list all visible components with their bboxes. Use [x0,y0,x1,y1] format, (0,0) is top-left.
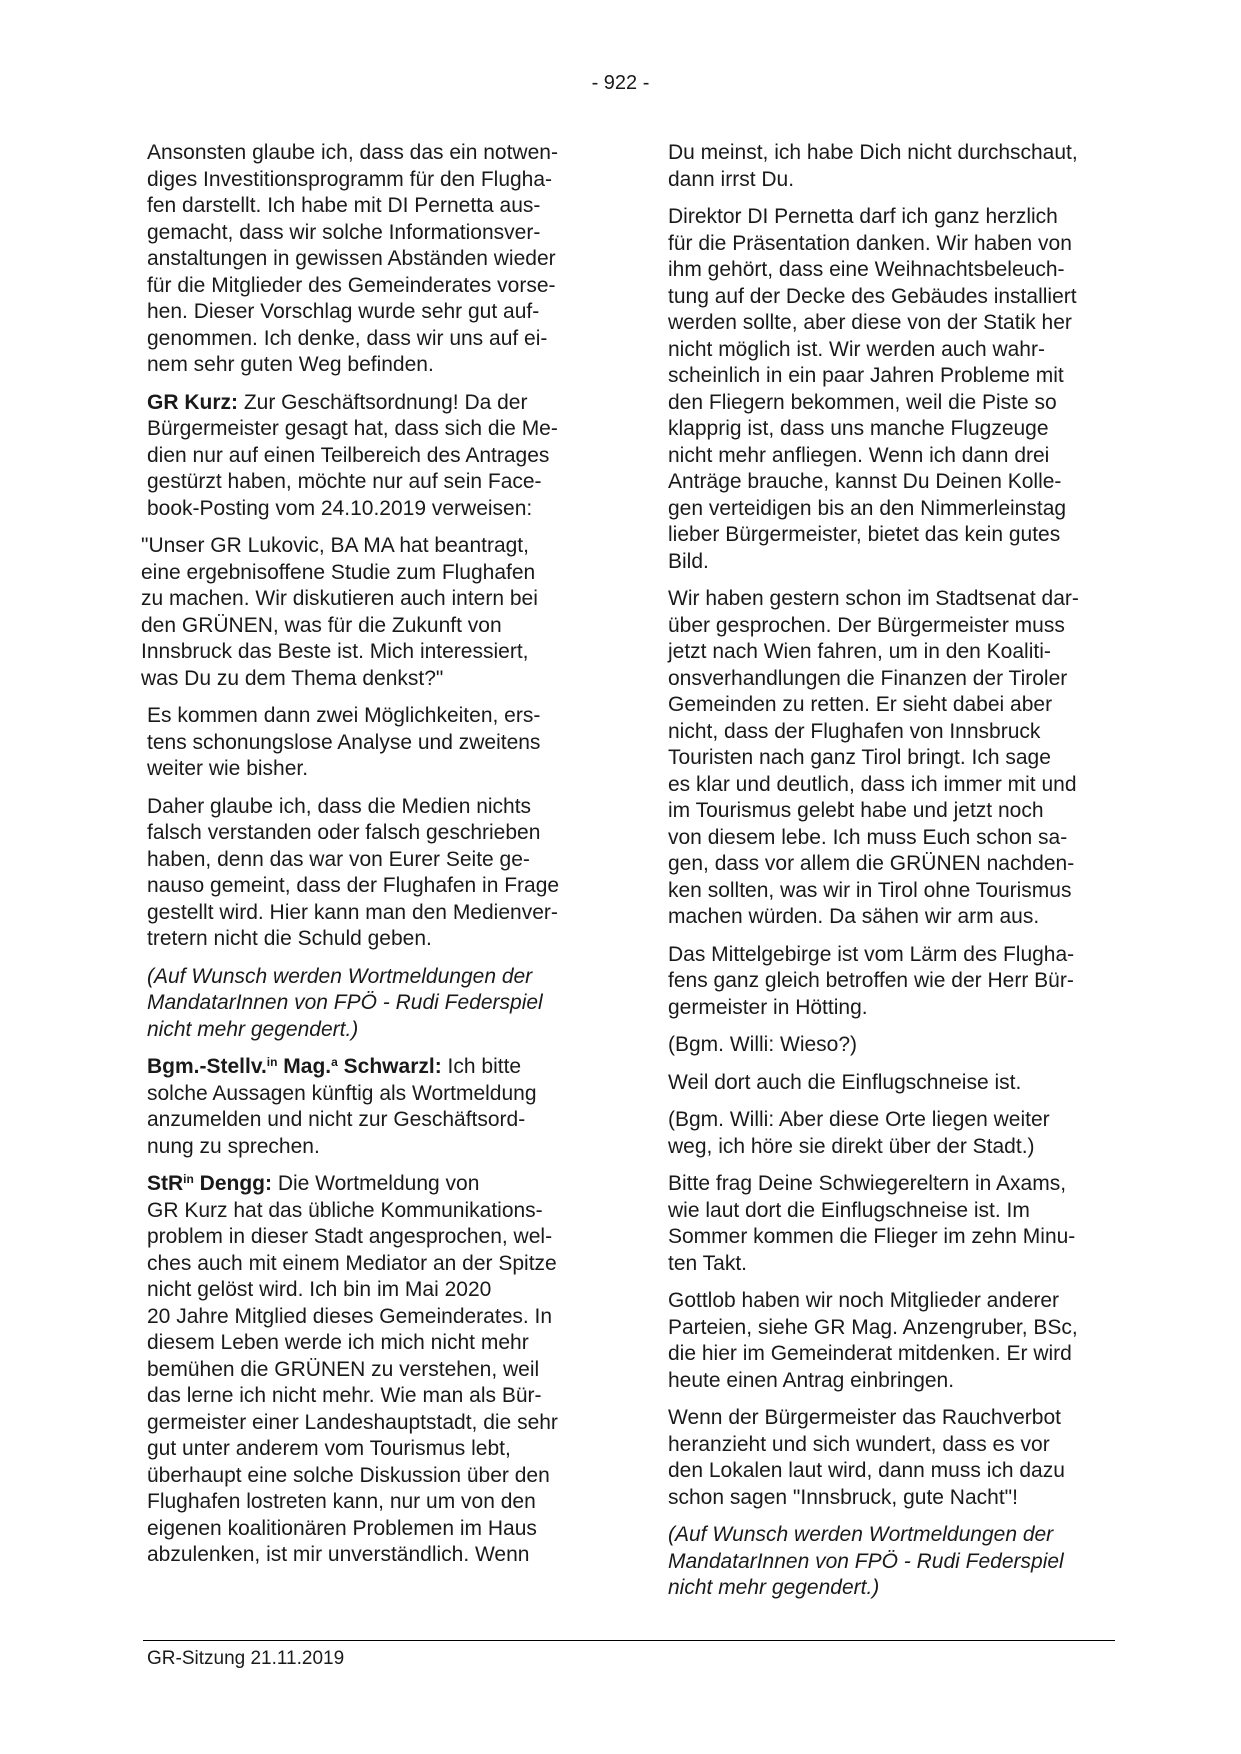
footer-session-date: GR-Sitzung 21.11.2019 [147,1648,345,1669]
right-column [668,140,1123,1613]
paragraph: Wenn der Bürgermeister das Rauchverbot heranzieht und sich wundert, dass es vor den Lokalen laut wird, dann muss ich dazu schon sagen "Innsbruck, gute Nacht"! [668,1406,1065,1509]
paragraph: Weil dort auch die Einflugschneise ist. [668,1070,1022,1094]
paragraph: Du meinst, ich habe Dich nicht durchschaut, dann irrst Du. [668,141,1078,191]
quote-paragraph: "Unser GR Lukovic, BA MA hat beantragt, eine ergebnisoffene Studie zum Flughafen zu machen. Wir diskutieren auch intern bei den GRÜNEN, was für die Zukunft von Innsbruck das Beste ist. Mich interessiert, was Du zu dem Thema denkst?" [141,534,538,690]
paragraph-schwarzl: Bgm.-Stellv.$^{in}$ Mag.$^a$ Schwarzl: Ich bitte solche Aussagen künftig als Wortmeldung anzumelden und nicht zur Geschäftsord- nung zu sprechen. [147,1055,537,1158]
speaker-name: StR$^{in}$ Dengg: [147,1172,272,1195]
interjection: (Bgm. Willi: Wieso?) [668,1033,858,1056]
page-number: - 922 - [591,72,650,94]
paragraph: Es kommen dann zwei Möglichkeiten, ers- tens schonungslose Analyse und zweitens weiter wie bisher. [147,704,541,780]
paragraph: Gottlob haben wir noch Mitglieder anderer Parteien, siehe GR Mag. Anzengruber, BSc, die hier im Gemeinderat mitdenken. Er wird heute einen Antrag einbringen. [668,1289,1078,1392]
paragraph: Daher glaube ich, dass die Medien nichts falsch verstanden oder falsch geschrieben haben, denn das war von Eurer Seite ge- nauso gemeint, dass der Flughafen in Frage gestellt wird. Hier kann man den Medienver- tretern nicht die Schuld geben. [147,794,560,950]
paragraph: Bitte frag Deine Schwiegereltern in Axams, wie laut dort die Einflugschneise ist. Im Sommer kommen die Flieger im zehn Minu- ten Takt. [668,1172,1076,1275]
left-column [141,140,604,1580]
paragraph-dengg: StR$^{in}$ Dengg: Die Wortmeldung von GR Kurz hat das übliche Kommunikations- problem in dieser Stadt angesprochen, wel- ches auch mit einem Mediator an der Spitze nicht gelöst wird. Ich bin im Mai 2020 20 Jahre Mitglied dieses Gemeinderates. In diesem Leben werde ich mich nicht mehr bemühen die GRÜNEN zu verstehen, weil das lerne ich nicht mehr. Wie man als Bür- germeister einer Landeshauptstadt, die sehr gut unter anderem vom Tourismus lebt, überhaupt eine solche Diskussion über den Flughafen lostreten kann, nur um von den eigenen koalitionären Problemen im Haus abzulenken, ist mir unverständlich. Wenn [147,1172,558,1566]
paragraph: Das Mittelgebirge ist vom Lärm des Flugha- fens ganz gleich betroffen wie der Herr Bür- germeister in Hötting. [668,942,1075,1019]
speaker-name: GR Kurz: [147,390,238,414]
interjection: (Bgm. Willi: Aber diese Orte liegen weiter weg, ich höre sie direkt über der Stadt.) [668,1108,1050,1158]
footer-divider [143,1640,1115,1641]
paragraph: Wir haben gestern schon im Stadtsenat dar- über gesprochen. Der Bürgermeister muss jetzt nach Wien fahren, um in den Koaliti- onsverhandlungen die Finanzen der Tiroler Gemeinden zu retten. Er sieht dabei aber nicht, dass der Flughafen von Innsbruck Touristen nach ganz Tirol bringt. Ich sage es klar und deutlich, dass ich immer mit und im Tourismus gelebt habe und jetzt noch von diesem lebe. Ich muss Euch schon sa- gen, dass vor allem die GRÜNEN nachden- ken sollten, was wir in Tirol ohne Tourismus machen würden. Da sähen wir arm aus. [668,587,1079,928]
editorial-note: (Auf Wunsch werden Wortmeldungen der MandatarInnen von FPÖ - Rudi Federspiel nicht mehr gegendert.) [147,964,543,1041]
editorial-note: (Auf Wunsch werden Wortmeldungen der MandatarInnen von FPÖ - Rudi Federspiel nicht mehr gegendert.) [668,1523,1064,1599]
paragraph: Ansonsten glaube ich, dass das ein notwen- diges Investitionsprogramm für den Flugha- fen darstellt. Ich habe mit DI Pernetta aus- gemacht, dass wir solche Informationsver- anstaltungen in gewissen Abständen wieder für die Mitglieder des Gemeinderates vorse- hen. Dieser Vorschlag wurde sehr gut auf- genommen. Ich denke, dass wir uns auf ei- nem sehr guten Weg befinden. [147,141,558,376]
paragraph: Direktor DI Pernetta darf ich ganz herzlich für die Präsentation danken. Wir haben von ihm gehört, dass eine Weihnachtsbeleuch- tung auf der Decke des Gebäudes installiert werden sollte, aber diese von der Statik her nicht möglich ist. Wir werden auch wahr- scheinlich in ein paar Jahren Probleme mit den Fliegern bekommen, weil die Piste so klapprig ist, dass uns manche Flugzeuge nicht mehr anfliegen. Wenn ich dann drei Anträge brauche, kannst Du Deinen Kolle- gen verteidigen bis an den Nimmerleinstag lieber Bürgermeister, bietet das kein gutes Bild. [668,205,1077,573]
paragraph-gr-kurz: GR Kurz: Zur Geschäftsordnung! Da der Bürgermeister gesagt hat, dass sich die Me- dien nur auf einen Teilbereich des Antrages gestürzt haben, möchte nur auf sein Face- book-Posting vom 24.10.2019 verweisen: [147,390,558,520]
speaker-name: Bgm.-Stellv.$^{in}$ Mag.$^a$ Schwarzl: [147,1055,442,1078]
